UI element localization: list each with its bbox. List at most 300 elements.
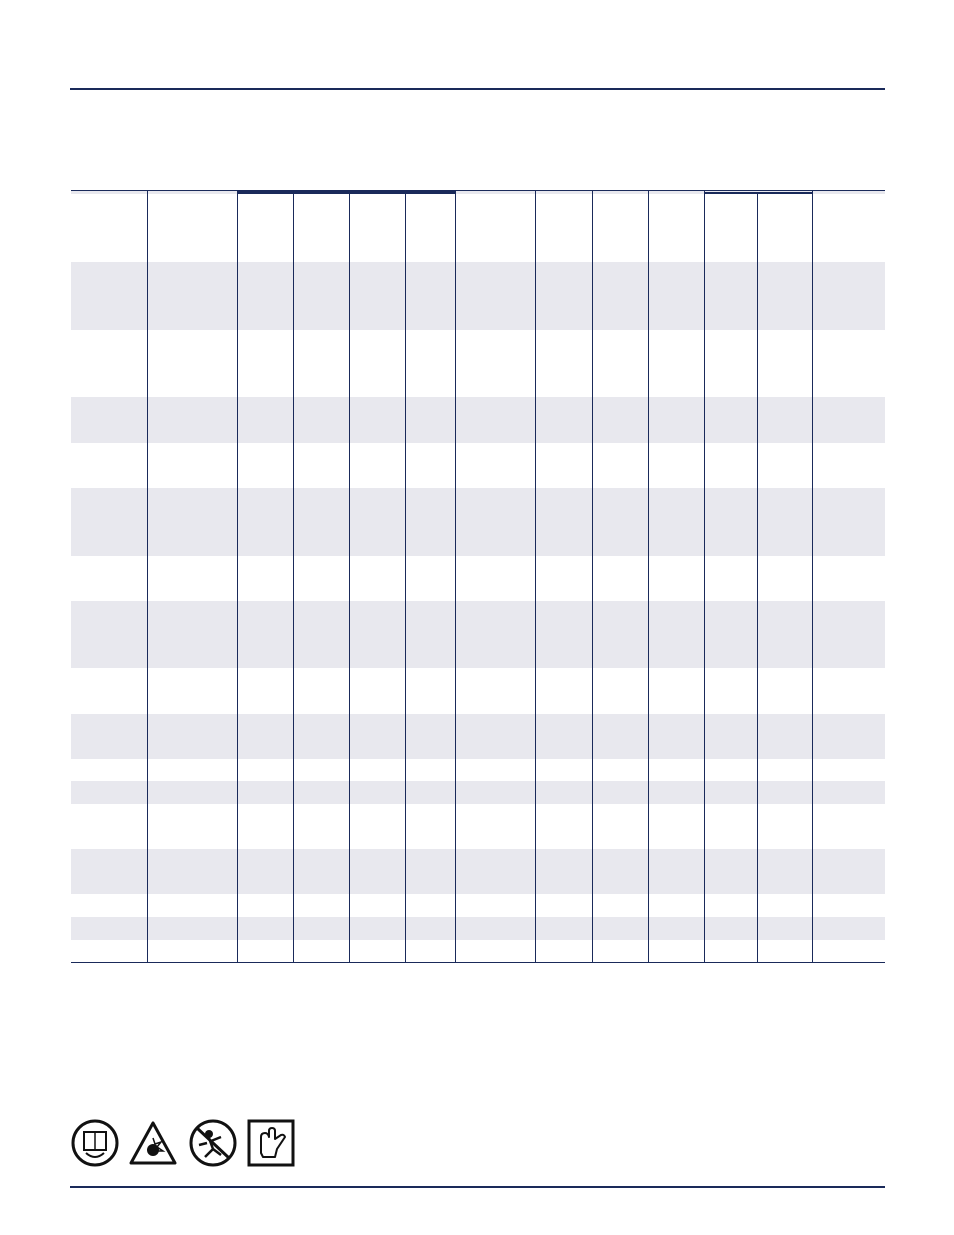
- table-cell: [147, 375, 237, 398]
- table-cell: [405, 894, 455, 917]
- table-cell: [648, 488, 704, 511]
- table-cell: [237, 307, 293, 330]
- table-cell: [812, 488, 885, 511]
- table-row: [71, 894, 885, 917]
- table-cell: [237, 736, 293, 759]
- table-cell: [704, 330, 757, 353]
- table-cell: [812, 827, 885, 850]
- table-cell: [71, 510, 147, 533]
- table-cell: [71, 488, 147, 511]
- table-row: [71, 330, 885, 353]
- table-cell: [757, 781, 812, 804]
- table-cell: [71, 307, 147, 330]
- table-cell: [648, 284, 704, 307]
- table-cell: [455, 668, 535, 691]
- table-cell: [757, 668, 812, 691]
- table-row: [71, 872, 885, 895]
- table-cell: [405, 284, 455, 307]
- table-cell: [812, 759, 885, 782]
- table-cell: [455, 623, 535, 646]
- table-cell: [147, 330, 237, 353]
- table-cell: [757, 262, 812, 285]
- table-cell: [592, 443, 648, 466]
- table-row: [71, 556, 885, 579]
- table-cell: [71, 262, 147, 285]
- table-cell: [147, 781, 237, 804]
- table-cell: [71, 397, 147, 420]
- table-cell: [237, 443, 293, 466]
- table-cell: [71, 217, 147, 240]
- table-cell: [237, 284, 293, 307]
- table-cell: [812, 443, 885, 466]
- table-cell: [455, 940, 535, 963]
- footer-rule: [70, 1186, 885, 1188]
- table-cell: [592, 284, 648, 307]
- table-cell: [349, 804, 405, 827]
- table-cell: [648, 917, 704, 940]
- table-cell: [293, 668, 349, 691]
- table-cell: [455, 804, 535, 827]
- table-cell: [704, 601, 757, 624]
- table-cell: [405, 714, 455, 737]
- table-cell: [293, 194, 349, 217]
- table-cell: [648, 533, 704, 556]
- table-cell: [405, 330, 455, 353]
- table-cell: [592, 330, 648, 353]
- table-cell: [455, 917, 535, 940]
- table-cell: [535, 330, 592, 353]
- table-cell: [71, 804, 147, 827]
- table-cell: [237, 691, 293, 714]
- table-cell: [293, 601, 349, 624]
- table-cell: [812, 646, 885, 669]
- table-cell: [455, 759, 535, 782]
- table-cell: [237, 804, 293, 827]
- table-cell: [71, 533, 147, 556]
- table-cell: [812, 194, 885, 217]
- table-cell: [147, 714, 237, 737]
- table-cell: [71, 872, 147, 895]
- table-cell: [812, 284, 885, 307]
- table-cell: [71, 827, 147, 850]
- table-cell: [147, 352, 237, 375]
- table-cell: [648, 940, 704, 963]
- table-cell: [648, 262, 704, 285]
- table-cell: [535, 736, 592, 759]
- table-cell: [535, 827, 592, 850]
- table-cell: [648, 781, 704, 804]
- table-row: [71, 510, 885, 533]
- table-cell: [293, 420, 349, 443]
- table-cell: [704, 781, 757, 804]
- table-cell: [293, 940, 349, 963]
- table-cell: [757, 917, 812, 940]
- table-cell: [237, 488, 293, 511]
- table-cell: [237, 556, 293, 579]
- table-cell: [704, 443, 757, 466]
- table-cell: [757, 533, 812, 556]
- table-cell: [237, 601, 293, 624]
- table-cell: [648, 443, 704, 466]
- table-cell: [71, 375, 147, 398]
- table-cell: [237, 578, 293, 601]
- table-cell: [237, 781, 293, 804]
- table-cell: [704, 375, 757, 398]
- table-cell: [293, 646, 349, 669]
- table-cell: [147, 804, 237, 827]
- table-cell: [704, 736, 757, 759]
- table-cell: [455, 781, 535, 804]
- table-cell: [757, 714, 812, 737]
- table-cell: [812, 714, 885, 737]
- table-cell: [405, 194, 455, 217]
- table-cell: [648, 239, 704, 262]
- table-cell: [757, 397, 812, 420]
- table-cell: [592, 917, 648, 940]
- table-cell: [704, 872, 757, 895]
- table-cell: [704, 759, 757, 782]
- table-cell: [812, 397, 885, 420]
- table-cell: [757, 443, 812, 466]
- table-cell: [237, 239, 293, 262]
- table-cell: [71, 352, 147, 375]
- title-rule: [70, 88, 885, 90]
- table-cell: [757, 646, 812, 669]
- table-cell: [648, 194, 704, 217]
- table-cell: [757, 307, 812, 330]
- table-cell: [592, 759, 648, 782]
- table-cell: [237, 894, 293, 917]
- table-row: [71, 420, 885, 443]
- table-cell: [71, 691, 147, 714]
- table-cell: [71, 940, 147, 963]
- table-cell: [535, 668, 592, 691]
- table-cell: [349, 736, 405, 759]
- table-cell: [757, 330, 812, 353]
- table-cell: [147, 646, 237, 669]
- table-cell: [147, 872, 237, 895]
- table-cell: [812, 872, 885, 895]
- table-cell: [757, 284, 812, 307]
- table-cell: [455, 284, 535, 307]
- table-cell: [71, 443, 147, 466]
- table-cell: [648, 556, 704, 579]
- table-cell: [704, 804, 757, 827]
- table-cell: [349, 239, 405, 262]
- table-cell: [405, 239, 455, 262]
- table-cell: [349, 872, 405, 895]
- table-cell: [405, 827, 455, 850]
- table-cell: [147, 601, 237, 624]
- table-cell: [71, 759, 147, 782]
- table-cell: [147, 940, 237, 963]
- table-row: [71, 759, 885, 782]
- table-cell: [812, 465, 885, 488]
- table-row: [71, 917, 885, 940]
- table-cell: [757, 488, 812, 511]
- table-cell: [704, 849, 757, 872]
- table-cell: [535, 759, 592, 782]
- table-cell: [757, 894, 812, 917]
- table-cell: [405, 668, 455, 691]
- table-cell: [704, 623, 757, 646]
- table-cell: [147, 623, 237, 646]
- table-cell: [293, 262, 349, 285]
- table-cell: [455, 872, 535, 895]
- table-cell: [757, 239, 812, 262]
- table-cell: [704, 533, 757, 556]
- table-cell: [592, 894, 648, 917]
- table-cell: [455, 646, 535, 669]
- table-cell: [71, 646, 147, 669]
- table-cell: [757, 849, 812, 872]
- table-cell: [812, 330, 885, 353]
- table-cell: [237, 397, 293, 420]
- table-cell: [592, 533, 648, 556]
- table-cell: [812, 217, 885, 240]
- table-cell: [237, 420, 293, 443]
- table-cell: [704, 420, 757, 443]
- table-cell: [405, 849, 455, 872]
- read-manual-icon: [73, 1121, 117, 1165]
- table-cell: [349, 759, 405, 782]
- table-cell: [349, 217, 405, 240]
- table-cell: [405, 375, 455, 398]
- table-cell: [147, 262, 237, 285]
- table-cell: [237, 510, 293, 533]
- table-cell: [535, 397, 592, 420]
- table-cell: [812, 578, 885, 601]
- table-cell: [592, 714, 648, 737]
- table-cell: [535, 443, 592, 466]
- table-cell: [293, 217, 349, 240]
- table-cell: [648, 827, 704, 850]
- table-cell: [455, 714, 535, 737]
- table-cell: [812, 239, 885, 262]
- table-cell: [349, 894, 405, 917]
- table-cell: [405, 623, 455, 646]
- table-cell: [592, 510, 648, 533]
- table-cell: [757, 578, 812, 601]
- table-cell: [293, 488, 349, 511]
- table-row: [71, 714, 885, 737]
- table-row: [71, 217, 885, 240]
- table-cell: [405, 556, 455, 579]
- table-cell: [812, 601, 885, 624]
- table-cell: [535, 556, 592, 579]
- table-cell: [648, 375, 704, 398]
- table-cell: [455, 375, 535, 398]
- table-cell: [704, 556, 757, 579]
- table-cell: [405, 940, 455, 963]
- table-cell: [293, 691, 349, 714]
- table-cell: [349, 668, 405, 691]
- table-cell: [757, 510, 812, 533]
- table-cell: [757, 691, 812, 714]
- table-cell: [237, 330, 293, 353]
- table-cell: [147, 307, 237, 330]
- table-cell: [757, 940, 812, 963]
- table-cell: [535, 714, 592, 737]
- table-cell: [71, 714, 147, 737]
- table-row: [71, 307, 885, 330]
- table-cell: [704, 239, 757, 262]
- table-cell: [535, 420, 592, 443]
- table-cell: [71, 601, 147, 624]
- table-cell: [648, 736, 704, 759]
- table-cell: [71, 465, 147, 488]
- table-cell: [455, 533, 535, 556]
- table-cell: [293, 397, 349, 420]
- table-row: [71, 623, 885, 646]
- table-cell: [349, 262, 405, 285]
- table-cell: [648, 601, 704, 624]
- table-cell: [147, 397, 237, 420]
- table-cell: [293, 307, 349, 330]
- table-cell: [592, 556, 648, 579]
- table-cell: [293, 578, 349, 601]
- table-cell: [405, 646, 455, 669]
- table-row: [71, 668, 885, 691]
- no-entanglement-icon: [191, 1121, 235, 1165]
- table-cell: [592, 262, 648, 285]
- table-cell: [592, 940, 648, 963]
- table-cell: [147, 827, 237, 850]
- table-cell: [349, 488, 405, 511]
- table-cell: [455, 578, 535, 601]
- table-cell: [455, 691, 535, 714]
- table-row: [71, 239, 885, 262]
- table-row: [71, 781, 885, 804]
- table-cell: [812, 917, 885, 940]
- table-cell: [455, 827, 535, 850]
- table-cell: [648, 872, 704, 895]
- table-cell: [704, 352, 757, 375]
- table-cell: [648, 465, 704, 488]
- table-cell: [349, 510, 405, 533]
- table-cell: [648, 691, 704, 714]
- table-cell: [349, 443, 405, 466]
- table-cell: [535, 375, 592, 398]
- table-cell: [535, 894, 592, 917]
- table-cell: [535, 578, 592, 601]
- table-cell: [237, 759, 293, 782]
- table-cell: [592, 623, 648, 646]
- table-cell: [455, 465, 535, 488]
- table-cell: [648, 217, 704, 240]
- table-cell: [237, 375, 293, 398]
- table-cell: [592, 194, 648, 217]
- explosion-warning-icon: [131, 1123, 175, 1163]
- table-cell: [237, 827, 293, 850]
- table-cell: [704, 262, 757, 285]
- safety-icons: [71, 1119, 297, 1169]
- table-cell: [648, 352, 704, 375]
- table-cell: [704, 307, 757, 330]
- table-cell: [535, 917, 592, 940]
- table-cell: [293, 781, 349, 804]
- table-cell: [535, 488, 592, 511]
- table-cell: [147, 759, 237, 782]
- table-cell: [757, 601, 812, 624]
- table-cell: [592, 804, 648, 827]
- table-cell: [592, 601, 648, 624]
- table-cell: [237, 940, 293, 963]
- table-cell: [293, 465, 349, 488]
- table-cell: [757, 872, 812, 895]
- table-cell: [147, 894, 237, 917]
- table-cell: [812, 556, 885, 579]
- table-cell: [704, 646, 757, 669]
- table-cell: [349, 578, 405, 601]
- table-cell: [704, 284, 757, 307]
- table-cell: [455, 894, 535, 917]
- table-cell: [812, 533, 885, 556]
- table-cell: [812, 804, 885, 827]
- table-cell: [535, 849, 592, 872]
- table-row: [71, 736, 885, 759]
- table-cell: [237, 872, 293, 895]
- table-cell: [704, 917, 757, 940]
- table-cell: [237, 465, 293, 488]
- table-cell: [455, 556, 535, 579]
- table-cell: [405, 759, 455, 782]
- table-body: [71, 194, 885, 963]
- wear-gloves-icon: [249, 1121, 293, 1165]
- table-cell: [71, 284, 147, 307]
- table-cell: [648, 849, 704, 872]
- table-cell: [455, 420, 535, 443]
- table-cell: [455, 443, 535, 466]
- table-cell: [535, 533, 592, 556]
- table-cell: [147, 578, 237, 601]
- table-cell: [812, 262, 885, 285]
- table-cell: [648, 330, 704, 353]
- table-cell: [349, 827, 405, 850]
- table-cell: [293, 284, 349, 307]
- table-cell: [405, 736, 455, 759]
- table-cell: [349, 284, 405, 307]
- table-cell: [293, 623, 349, 646]
- table-cell: [812, 420, 885, 443]
- table-cell: [349, 375, 405, 398]
- table-cell: [405, 217, 455, 240]
- table-cell: [349, 465, 405, 488]
- table-cell: [592, 239, 648, 262]
- table-cell: [455, 352, 535, 375]
- table-cell: [405, 917, 455, 940]
- table-cell: [349, 397, 405, 420]
- table-cell: [704, 714, 757, 737]
- table-cell: [812, 781, 885, 804]
- table-cell: [237, 623, 293, 646]
- table-cell: [405, 397, 455, 420]
- table-cell: [349, 781, 405, 804]
- table-row: [71, 284, 885, 307]
- table-cell: [405, 465, 455, 488]
- table-row: [71, 375, 885, 398]
- table-cell: [535, 623, 592, 646]
- table-cell: [237, 714, 293, 737]
- table-cell: [757, 194, 812, 217]
- table-cell: [455, 330, 535, 353]
- table-cell: [757, 217, 812, 240]
- table-cell: [405, 872, 455, 895]
- table-cell: [293, 330, 349, 353]
- table-row: [71, 443, 885, 466]
- table-cell: [757, 375, 812, 398]
- table-cell: [405, 601, 455, 624]
